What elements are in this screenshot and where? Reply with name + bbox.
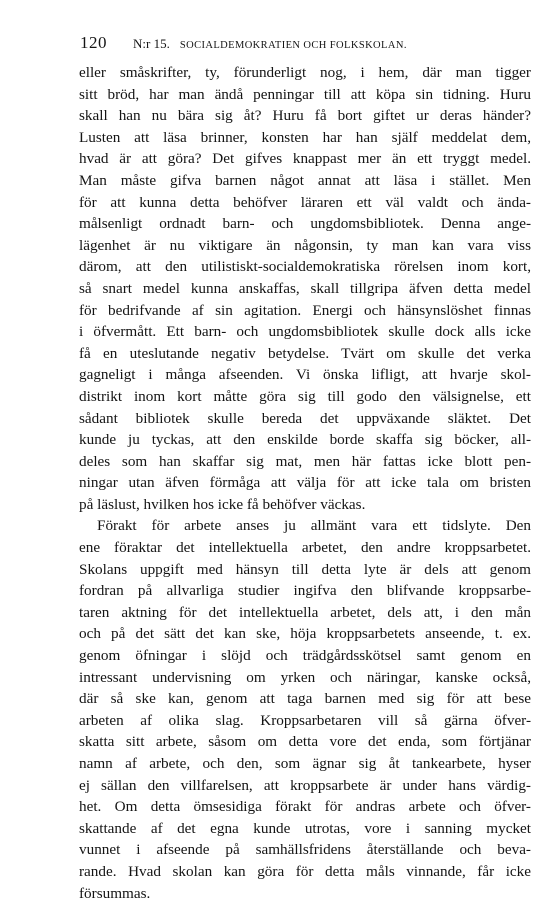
- text-line: målsenligt ordnadt barn- och ungdomsbibliotek. Denna ange-: [79, 215, 531, 233]
- text-line: ej sällan den villfarelsen, att kroppsarbete är under hans värdig-: [79, 776, 531, 794]
- text-line: där så ske kan, genom att taga barnen med sig för att bese: [79, 690, 531, 708]
- text-line: kunde ju tyckas, att den enskilde borde skaffa sig böcker, all-: [79, 431, 531, 449]
- text-line: därom, att den utilistiskt-socialdemokratiska rörelsen inom kort,: [79, 258, 531, 276]
- page-number: 120: [80, 33, 107, 52]
- body-text: [79, 62, 531, 904]
- text-line: namn af arbete, och den, som ägnar sig åt tankearbete, hyser: [79, 755, 531, 772]
- text-line: Lusten att läsa brinner, konsten har han själf meddelat dem,: [79, 128, 531, 146]
- text-line: sitt bröd, har man ändå penningar till att köpa sin tidning. Huru: [79, 85, 531, 103]
- text-line: Skolans uppgift med hänsyn till detta lyte är dels att genom: [79, 560, 531, 578]
- text-line: på läslust, hvilken hos icke få behöfver väckas.: [79, 495, 366, 513]
- text-line: skatta sitt arbete, såsom om detta vore det enda, som förtjänar: [79, 733, 531, 751]
- text-line: Man måste gifva barnen något annat att läsa i stället. Men: [79, 171, 531, 189]
- text-line: lägenhet är nu viktigare än någonsin, ty man kan vara viss: [79, 236, 531, 254]
- text-line: och på det sätt det kan ske, höja kroppsarbetets anseende, t. ex.: [79, 625, 531, 643]
- text-line: taren aktning för det intellektuella arbetet, dels att, i den mån: [79, 603, 531, 621]
- text-line: Förakt för arbete anses ju allmänt vara ett tidslyte. Den: [97, 517, 531, 535]
- text-line: försummas.: [79, 884, 151, 902]
- text-line: arbeten af olika slag. Kroppsarbetaren vill så gärna öfver-: [79, 711, 531, 729]
- text-line: intressant undervisning om yrken och näringar, kanske också,: [79, 668, 531, 686]
- page-header: [80, 33, 520, 55]
- text-line: skattande af det egna kunde utrotas, vore i sanning mycket: [79, 819, 531, 837]
- text-line: deles som han skaffar sig mat, men här fattas icke blott pen-: [79, 452, 531, 470]
- text-line: skall han nu bära sig åt? Huru få bort giftet ur deras händer?: [79, 107, 531, 125]
- paragraph: [79, 515, 531, 904]
- text-line: ene föraktar det intellektuella arbetet, den andre kroppsarbetet.: [79, 539, 531, 557]
- text-line: hvad är att göra? Det gifves knappast mer än ett tryggt medel.: [79, 150, 531, 168]
- text-line: fordran på allvarliga studier ingifva den blifvande kroppsarbe-: [79, 582, 531, 600]
- text-line: för bedrifvande af sin agitation. Energi och hänsynslöshet finnas: [79, 301, 531, 319]
- text-line: gagneligt i många afseenden. Vi önska lifligt, att hvarje skol-: [79, 366, 531, 384]
- text-line: het. Om detta ömsesidiga förakt för andras arbete och öfver-: [79, 798, 531, 816]
- text-line: så snart medel kunna anskaffas, skall tillgripa äfven detta medel: [79, 279, 531, 297]
- text-line: genom öfningar i slöjd och trädgårdsskötsel samt genom en: [79, 647, 531, 665]
- text-line: rande. Hvad skolan kan göra för detta måls vinnande, får icke: [79, 862, 531, 880]
- text-line: i öfvermått. Ett barn- och ungdomsbibliotek skulle dock alls icke: [79, 323, 531, 341]
- issue-number: N:r 15.: [133, 36, 170, 51]
- paragraph: [79, 62, 531, 515]
- text-line: för att kunna detta behöfver läraren ett väl valdt och ända-: [79, 193, 531, 211]
- text-line: få en uteslutande negativ betydelse. Tvärt om skulle det verka: [79, 344, 531, 362]
- text-line: ningar utan äfven förmåga att välja för att icke tala om bristen: [79, 474, 531, 492]
- text-line: sådant bibliotek skulle bereda det uppväxande släktet. Det: [79, 409, 531, 427]
- text-line: distrikt inom kort måtte göra sig till godo den välsignelse, ett: [79, 387, 531, 405]
- text-line: vunnet i afseende på samhällsfridens återställande och beva-: [79, 841, 531, 859]
- running-title: SOCIALDEMOKRATIEN OCH FOLKSKOLAN.: [179, 40, 407, 51]
- text-line: eller småskrifter, ty, förunderligt nog, i hem, där man tigger: [79, 64, 531, 81]
